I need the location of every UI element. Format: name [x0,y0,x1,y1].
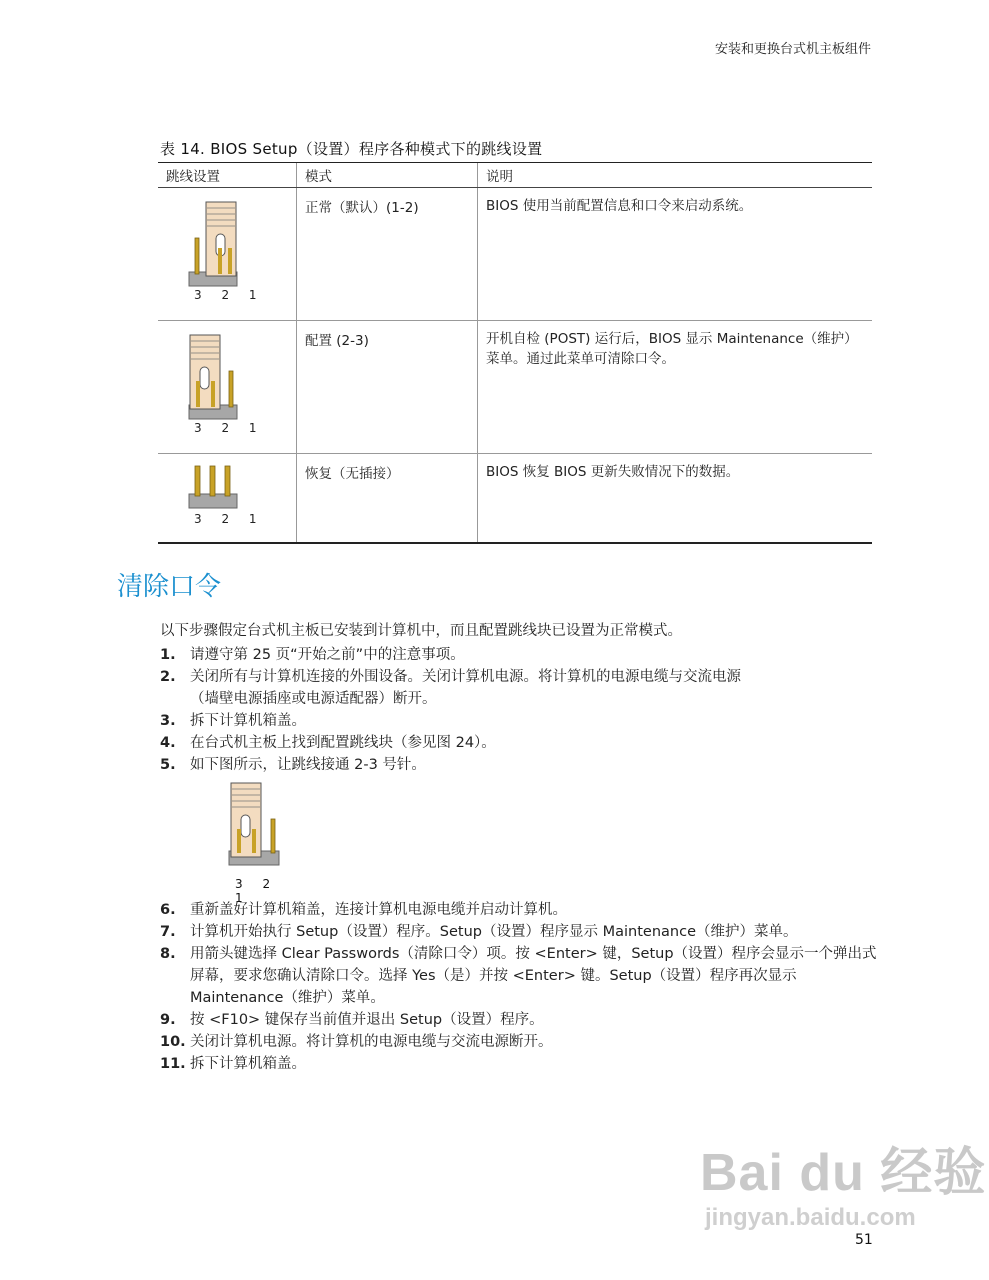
page-number: 51 [855,1232,873,1248]
column-header-description: 说明 [478,163,873,188]
step-text: 计算机开始执行 Setup（设置）程序。Setup（设置）程序显示 Maintenance（维护）菜单。 [190,924,798,940]
list-item [160,899,880,921]
list-item [160,1053,880,1075]
watermark-url: jingyan.baidu.com [705,1204,916,1231]
step-number: 4. [160,735,176,751]
pin-labels: 3 2 1 [194,288,265,302]
description-cell: BIOS 恢复 BIOS 更新失败情况下的数据。 [478,454,873,544]
jumper-config-figure [158,321,297,454]
description-cell: BIOS 使用当前配置信息和口令来启动系统。 [478,188,873,321]
jumper-recovery-figure [158,454,297,544]
step-text: 在台式机主板上找到配置跳线块（参见图 24）。 [190,735,496,751]
section-intro: 以下步骤假定台式机主板已安装到计算机中，而且配置跳线块已设置为正常模式。 [160,623,682,639]
list-item [160,943,880,1009]
step-number: 3. [160,713,176,729]
table-row [158,188,872,321]
table-row [158,321,872,454]
list-item [160,921,880,943]
mode-cell: 正常（默认）(1-2) [297,188,478,321]
table-header-row [158,163,872,188]
step-text: 关闭计算机电源。将计算机的电源电缆与交流电源断开。 [190,1034,553,1050]
jumper-block-2-3-icon [227,781,297,881]
step-text: 关闭所有与计算机连接的外围设备。关闭计算机电源。将计算机的电源电缆与交流电源（墙壁电源插座或电源适配器）断开。 [190,669,741,707]
mode-cell: 恢复（无插接） [297,454,478,544]
section-title: 清除口令 [117,572,222,602]
step-text: 按 <F10> 键保存当前值并退出 Setup（设置）程序。 [190,1012,544,1028]
pin-labels: 3 2 1 [235,877,279,905]
step-number: 7. [160,924,176,940]
step-number: 10. [160,1034,186,1050]
list-item [160,1009,880,1031]
list-item [160,710,880,732]
pin-labels: 3 2 1 [194,421,265,435]
jumper-settings-table [158,162,872,544]
step-text: 请遵守第 25 页“开始之前”中的注意事项。 [190,647,465,663]
step-text: 如下图所示，让跳线接通 2-3 号针。 [190,757,426,773]
step-jumper-figure [227,781,297,905]
mode-cell: 配置 (2-3) [297,321,478,454]
step-number: 5. [160,757,176,773]
list-item [160,732,880,754]
watermark-logo: Bai du 经验 [700,1144,987,1202]
table-caption: 表 14. BIOS Setup（设置）程序各种模式下的跳线设置 [160,140,543,158]
column-header-mode: 模式 [297,163,478,188]
step-number: 9. [160,1012,176,1028]
list-item [160,754,880,776]
step-number: 1. [160,647,176,663]
list-item [160,666,880,710]
running-header: 安装和更换台式机主板组件 [714,42,871,57]
column-header-jumper: 跳线设置 [158,163,297,188]
step-text: 用箭头键选择 Clear Passwords（清除口令）项。按 <Enter> 键，Setup（设置）程序会显示一个弹出式屏幕，要求您确认清除口令。选择 Yes（是）并按 <Enter> 键。Setup（设置）程序再次显示 Maintenance（维护）菜单。 [190,946,877,1006]
step-number: 6. [160,902,176,918]
step-text: 拆下计算机箱盖。 [190,713,306,729]
step-number: 8. [160,946,176,962]
step-text: 重新盖好计算机箱盖，连接计算机电源电缆并启动计算机。 [190,902,567,918]
list-item [160,644,880,666]
steps-list-before [160,644,880,776]
step-number: 11. [160,1056,186,1072]
jumper-normal-figure [158,188,297,321]
steps-list-after [160,899,880,1075]
pin-labels: 3 2 1 [194,512,265,526]
table-row [158,454,872,544]
step-number: 2. [160,669,176,685]
list-item [160,1031,880,1053]
description-cell: 开机自检 (POST) 运行后，BIOS 显示 Maintenance（维护）菜单。通过此菜单可清除口令。 [478,321,873,454]
step-text: 拆下计算机箱盖。 [190,1056,306,1072]
